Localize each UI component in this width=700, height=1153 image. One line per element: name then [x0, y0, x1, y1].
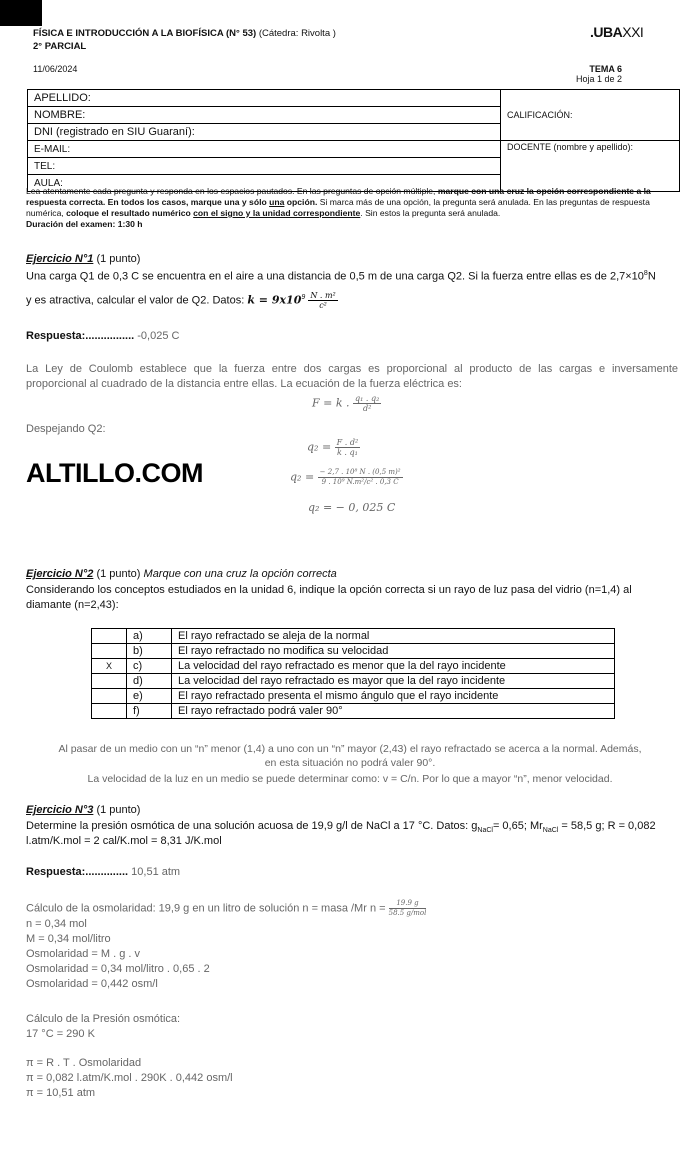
option-row	[92, 704, 615, 719]
exam-date: 11/06/2024	[33, 64, 78, 74]
q2-formula-2: q₂ = $\frac{\text{− 2,7 . 10⁸ N . (0,5 m)²}}{\text{9 . 10⁹ N.m²/c² . 0,3 C}}$	[290, 468, 401, 486]
aula-field: AULA:	[28, 175, 501, 192]
ex3-statement-1: Determine la presión osmótica de una solución acuosa de 19,9 g/l de NaCl a 17 °C. Datos: $g_{NaCl}= 0,65$; $Mr_{NaCl} = 58,5$ g; R = 0,082	[26, 820, 656, 835]
black-corner-block	[0, 0, 42, 26]
tel-field: TEL:	[28, 158, 501, 175]
step-line: π = R . T . Osmolaridad	[26, 1057, 142, 1069]
ex1-explanation-1: La Ley de Coulomb establece que la fuerza entre dos cargas es proporcional al producto de las cargas e inversamente	[26, 363, 678, 375]
instructions: Lea atentamente cada pregunta y responda en los espacios pautados. En las preguntas de opción múltiple, marque con una cruz la opción correspondiente a la respuesta correcta. En todos los casos, marque una y sólo una opción. Si marca más de una opción, la pregunta será anulada. En las preguntas de respuesta numérica, coloque el resultado numérico con el signo y la unidad correspondiente. Sin estos la pregunta será anulada. Duración del examen: 1:30 h	[26, 186, 651, 229]
option-letter: a)	[127, 629, 172, 644]
student-info-table	[27, 89, 680, 192]
apellido-field: APELLIDO:	[28, 90, 501, 107]
ex1-title: Ejercicio N°1 (1 punto)	[26, 253, 141, 265]
option-letter: d)	[127, 674, 172, 689]
coulomb-formula: F = k . $\frac{\text{q₁ . q₂}}{\text{d²}}$	[312, 394, 380, 413]
option-text: El rayo refractado no modifica su velocidad	[172, 644, 615, 659]
option-row	[92, 674, 615, 689]
ex3-steps-2	[26, 1056, 233, 1101]
despejando-label: Despejando Q2:	[26, 423, 106, 435]
option-text: La velocidad del rayo refractado es menor que la del rayo incidente	[172, 659, 615, 674]
step-line: Osmolaridad = 0,34 mol/litro . 0,65 . 2	[26, 963, 210, 975]
docente-field: DOCENTE (nombre y apellido):	[501, 141, 680, 192]
ex2-options-table	[91, 628, 615, 719]
option-mark[interactable]	[92, 674, 127, 689]
option-row	[92, 629, 615, 644]
ex2-explanation: Al pasar de un medio con un “n” menor (1,4) a uno con un “n” mayor (2,43) el rayo refractado se acerca a la normal. Además, en esta situación no podrá valer 90°. La velocidad de la luz en un medio se puede determinar como: v = C/n. Por lo que a mayor “n”, menor velocidad.	[58, 743, 642, 785]
q2-result: q₂ = − 0, 025 C	[308, 501, 396, 514]
tema-label: TEMA 6	[589, 64, 622, 74]
ex2-statement-2: diamante (n=2,43):	[26, 599, 119, 611]
ex2-statement-1: Considerando los conceptos estudiados en la unidad 6, indique la opción correcta si un rayo de luz pasa del vidrio (n=1,4) al	[26, 584, 632, 596]
ex2-title: Ejercicio N°2 (1 punto) Marque con una cruz la opción correcta	[26, 568, 337, 580]
option-mark[interactable]	[92, 644, 127, 659]
step-line: Osmolaridad = M . g . v	[26, 948, 141, 960]
step-line: M = 0,34 mol/litro	[26, 933, 111, 945]
ex3-title: Ejercicio N°3 (1 punto)	[26, 804, 141, 816]
step-line: π = 10,51 atm	[26, 1087, 96, 1099]
option-mark[interactable]	[92, 704, 127, 719]
ex3-calc-osmolaridad: Cálculo de la osmolaridad: 19,9 g en un litro de solución n = masa /Mr n = $\frac{19.9 g}{\text{58.5 g/mol}}$	[26, 899, 427, 917]
ex3-presion: Cálculo de la Presión osmótica: 17 °C = 290 K	[26, 1013, 181, 1040]
ex1-statement-2: y es atractiva, calcular el valor de Q2. Datos: $k = 9x10^9$ $\frac{\text{N . m²}}{\text{c²}}$	[26, 291, 336, 311]
email-field: E-MAIL:	[28, 141, 501, 158]
calificacion-field: CALIFICACIÓN:	[501, 90, 680, 141]
option-row	[92, 689, 615, 704]
option-letter: b)	[127, 644, 172, 659]
option-letter: e)	[127, 689, 172, 704]
option-letter: f)	[127, 704, 172, 719]
option-mark[interactable]: X	[92, 659, 127, 674]
hoja-label: Hoja 1 de 2	[575, 74, 622, 84]
option-row	[92, 659, 615, 674]
option-text: El rayo refractado se aleja de la normal	[172, 629, 615, 644]
exam-subtitle: 2° PARCIAL	[33, 41, 87, 52]
option-text: El rayo refractado podrá valer 90°	[172, 704, 615, 719]
altillo-watermark: ALTILLO.COM	[26, 458, 203, 488]
exam-title: FÍSICA E INTRODUCCIÓN A LA BIOFÍSICA (N° 53) (Cátedra: Rivolta )	[33, 28, 336, 39]
option-mark[interactable]	[92, 689, 127, 704]
option-text: El rayo refractado presenta el mismo ángulo que el rayo incidente	[172, 689, 615, 704]
ex3-answer: Respuesta:.............. 10,51 atm	[26, 866, 181, 878]
ex1-explanation-2: proporcional al cuadrado de la distancia entre ellas. La ecuación de la fuerza eléctrica es:	[26, 378, 462, 390]
step-line: π = 0,082 l.atm/K.mol . 290K . 0,442 osm/l	[26, 1072, 233, 1084]
option-row	[92, 644, 615, 659]
ex3-steps	[26, 917, 210, 992]
option-letter: c)	[127, 659, 172, 674]
q2-formula-1: q₂ = $\frac{\text{F . d²}}{\text{k . q₁}}$	[307, 438, 359, 457]
ex3-statement-2: l.atm/K.mol = 2 cal/K.mol = 8,31 J/K.mol	[26, 835, 222, 847]
ex1-answer: Respuesta:................ -0,025 C	[26, 330, 180, 342]
step-line: n = 0,34 mol	[26, 918, 87, 930]
nombre-field: NOMBRE:	[28, 107, 501, 124]
dni-field: DNI (registrado en SIU Guaraní):	[28, 124, 501, 141]
step-line: Osmolaridad = 0,442 osm/l	[26, 978, 158, 990]
option-mark[interactable]	[92, 629, 127, 644]
uba-logo: .UBAXXI	[590, 24, 644, 40]
option-text: La velocidad del rayo refractado es mayor que la del rayo incidente	[172, 674, 615, 689]
ex1-statement: Una carga Q1 de 0,3 C se encuentra en el aire a una distancia de 0,5 m de una carga Q2. Si la fuerza entre ellas es de $2,7\times 10^8N$	[26, 270, 656, 283]
